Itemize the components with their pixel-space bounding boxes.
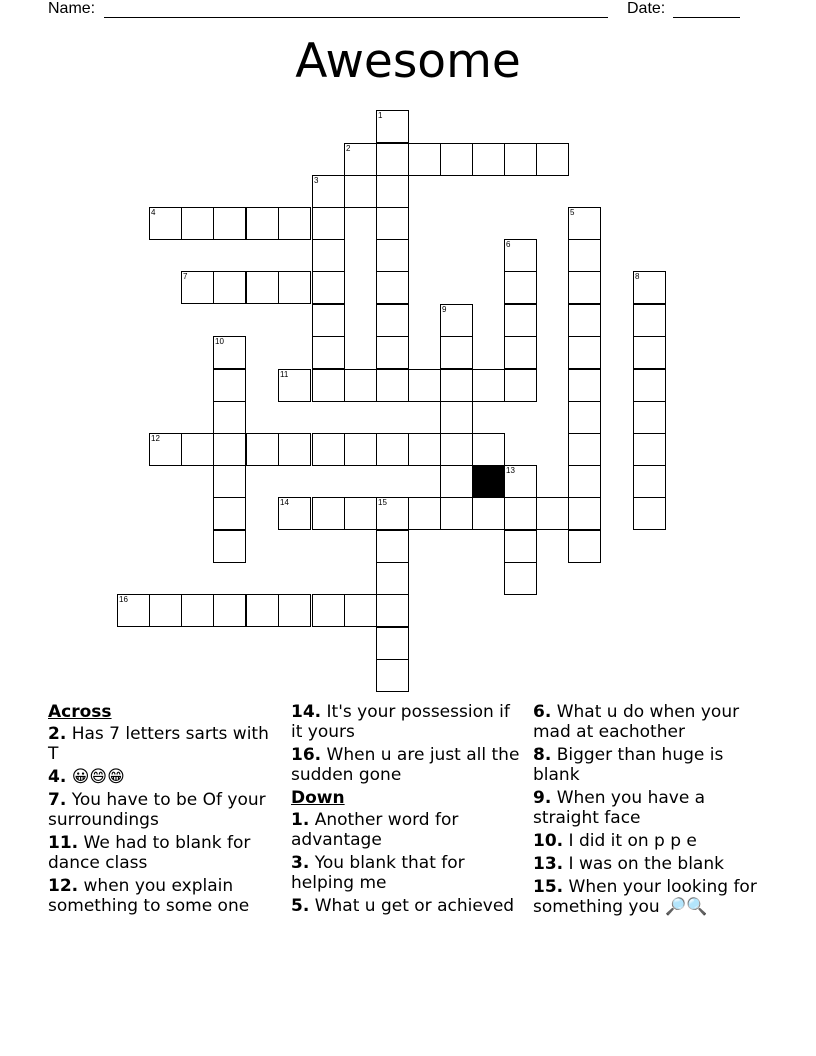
crossword-cell[interactable] [376, 562, 409, 595]
down-heading: Down [291, 788, 345, 808]
crossword-block [472, 465, 505, 498]
crossword-cell[interactable] [376, 336, 409, 369]
crossword-cell[interactable] [568, 401, 601, 434]
crossword-cell[interactable] [504, 304, 537, 337]
clues-column-3 [533, 702, 773, 920]
clue-item [48, 876, 280, 916]
cell-number: 10 [215, 337, 224, 346]
clue-text: 😀😄😁 [71, 767, 125, 787]
crossword-cell[interactable] [181, 594, 214, 627]
crossword-cell[interactable] [568, 239, 601, 272]
cell-number: 5 [570, 208, 575, 217]
crossword-cell[interactable] [376, 659, 409, 692]
crossword-cell[interactable] [246, 594, 279, 627]
crossword-cell[interactable] [312, 271, 345, 304]
crossword-cell[interactable] [633, 497, 666, 530]
crossword-cell[interactable] [440, 497, 473, 530]
clue-number: 1. [291, 810, 310, 830]
crossword-cell[interactable] [312, 239, 345, 272]
crossword-cell[interactable] [472, 143, 505, 176]
crossword-cell[interactable] [472, 369, 505, 402]
crossword-cell[interactable] [278, 271, 311, 304]
clue-text: What u do when your mad at eachother [533, 702, 740, 742]
crossword-cell[interactable] [568, 530, 601, 563]
crossword-cell[interactable] [568, 304, 601, 337]
cell-number: 3 [314, 176, 319, 185]
crossword-cell[interactable] [536, 497, 569, 530]
clue-item [533, 854, 773, 874]
crossword-cell[interactable] [376, 530, 409, 563]
crossword-cell[interactable] [213, 497, 246, 530]
clue-item [533, 788, 773, 828]
date-label: Date: [627, 0, 666, 17]
crossword-cell[interactable] [213, 594, 246, 627]
crossword-cell[interactable] [504, 271, 537, 304]
crossword-cell[interactable] [568, 271, 601, 304]
clue-number: 10. [533, 831, 564, 851]
clue-number: 15. [533, 877, 564, 897]
cell-number: 4 [151, 208, 156, 217]
crossword-cell[interactable] [246, 207, 279, 240]
cell-number: 8 [635, 272, 640, 281]
clue-text: It's your possession if it yours [291, 702, 510, 742]
cell-number: 6 [506, 240, 511, 249]
crossword-cell[interactable] [440, 401, 473, 434]
clue-text: Another word for advantage [291, 810, 459, 850]
crossword-cell[interactable] [633, 369, 666, 402]
crossword-cell[interactable] [633, 304, 666, 337]
crossword-cell[interactable] [312, 336, 345, 369]
clue-text: Bigger than huge is blank [533, 745, 724, 785]
crossword-cell[interactable] [408, 143, 441, 176]
cell-number: 15 [378, 498, 387, 507]
clue-text: when you explain something to some one [48, 876, 250, 916]
clue-number: 3. [291, 853, 310, 873]
crossword-cell[interactable] [344, 175, 377, 208]
clues-column-2 [291, 702, 523, 919]
crossword-cell[interactable] [376, 239, 409, 272]
crossword-cell[interactable] [568, 497, 601, 530]
across-heading: Across [48, 702, 112, 722]
crossword-cell[interactable] [633, 465, 666, 498]
clue-number: 4. [48, 767, 67, 787]
clue-text: I was on the blank [568, 854, 724, 874]
clue-number: 6. [533, 702, 552, 722]
clue-item [533, 831, 773, 851]
crossword-cell[interactable] [633, 433, 666, 466]
clue-number: 13. [533, 854, 564, 874]
clue-text: I did it on p p e [568, 831, 697, 851]
clue-number: 12. [48, 876, 79, 896]
crossword-cell[interactable] [408, 433, 441, 466]
cell-number: 9 [442, 305, 447, 314]
clue-number: 14. [291, 702, 322, 722]
crossword-cell[interactable] [504, 497, 537, 530]
crossword-cell[interactable] [344, 594, 377, 627]
crossword-cell[interactable] [440, 433, 473, 466]
crossword-cell[interactable] [376, 594, 409, 627]
crossword-cell[interactable] [312, 433, 345, 466]
crossword-cell[interactable] [568, 465, 601, 498]
clue-number: 8. [533, 745, 552, 765]
clues-column-1 [48, 702, 280, 919]
clue-number: 9. [533, 788, 552, 808]
crossword-cell[interactable] [440, 336, 473, 369]
clue-text: You have to be Of your surroundings [48, 790, 266, 830]
clue-item [291, 810, 523, 850]
crossword-cell[interactable] [376, 369, 409, 402]
date-field[interactable] [673, 17, 740, 18]
cell-number: 1 [378, 111, 383, 120]
crossword-cell[interactable] [408, 369, 441, 402]
crossword-cell[interactable] [344, 369, 377, 402]
crossword-cell[interactable] [568, 433, 601, 466]
clue-item [533, 745, 773, 785]
crossword-cell[interactable] [213, 401, 246, 434]
crossword-cell[interactable] [504, 143, 537, 176]
crossword-cell[interactable] [213, 207, 246, 240]
crossword-cell[interactable] [376, 271, 409, 304]
crossword-cell[interactable] [504, 562, 537, 595]
crossword-cell[interactable] [312, 304, 345, 337]
crossword-cell[interactable] [213, 530, 246, 563]
crossword-cell[interactable] [472, 497, 505, 530]
crossword-cell[interactable] [376, 175, 409, 208]
name-field[interactable] [104, 17, 608, 18]
clue-item [48, 833, 280, 873]
cell-number: 13 [506, 466, 515, 475]
crossword-cell[interactable] [312, 497, 345, 530]
name-label: Name: [48, 0, 96, 17]
clue-text: When your looking for something you 🔎🔍 [533, 877, 757, 917]
crossword-cell[interactable] [278, 207, 311, 240]
clue-text: What u get or achieved [314, 896, 515, 916]
crossword-cell[interactable] [504, 336, 537, 369]
clue-item [48, 724, 280, 764]
crossword-cell[interactable] [149, 594, 182, 627]
clue-item [291, 853, 523, 893]
crossword-cell[interactable] [213, 369, 246, 402]
crossword-cell[interactable] [344, 497, 377, 530]
crossword-cell[interactable] [312, 594, 345, 627]
crossword-cell[interactable] [440, 465, 473, 498]
crossword-cell[interactable] [536, 143, 569, 176]
cell-number: 14 [280, 498, 289, 507]
crossword-cell[interactable] [504, 369, 537, 402]
cell-number: 12 [151, 434, 160, 443]
crossword-cell[interactable] [344, 433, 377, 466]
clue-item [291, 745, 523, 785]
clue-item [48, 790, 280, 830]
crossword-cell[interactable] [633, 401, 666, 434]
crossword-cell[interactable] [278, 433, 311, 466]
clue-item [48, 767, 280, 787]
clue-text: Has 7 letters sarts with T [48, 724, 269, 764]
crossword-cell[interactable] [246, 433, 279, 466]
crossword-cell[interactable] [376, 433, 409, 466]
crossword-cell[interactable] [376, 143, 409, 176]
clue-number: 16. [291, 745, 322, 765]
crossword-cell[interactable] [472, 433, 505, 466]
crossword-cell[interactable] [633, 336, 666, 369]
clue-text: We had to blank for dance class [48, 833, 251, 873]
crossword-cell[interactable] [213, 465, 246, 498]
crossword-cell[interactable] [376, 627, 409, 660]
clue-item [291, 702, 523, 742]
clue-number: 5. [291, 896, 310, 916]
crossword-cell[interactable] [278, 594, 311, 627]
crossword-cell[interactable] [376, 304, 409, 337]
crossword-cell[interactable] [408, 497, 441, 530]
crossword-cell[interactable] [440, 143, 473, 176]
clue-number: 11. [48, 833, 79, 853]
crossword-cell[interactable] [568, 369, 601, 402]
crossword-cell[interactable] [246, 271, 279, 304]
clue-item [291, 896, 523, 916]
cell-number: 2 [346, 144, 351, 153]
clue-text: You blank that for helping me [291, 853, 465, 893]
crossword-cell[interactable] [213, 433, 246, 466]
cell-number: 7 [183, 272, 188, 281]
clue-text: When u are just all the sudden gone [291, 745, 520, 785]
puzzle-title: Awesome [295, 34, 521, 89]
crossword-cell[interactable] [213, 271, 246, 304]
crossword-cell[interactable] [181, 433, 214, 466]
crossword-cell[interactable] [312, 369, 345, 402]
clue-text: When you have a straight face [533, 788, 706, 828]
clue-number: 2. [48, 724, 67, 744]
clue-number: 7. [48, 790, 67, 810]
crossword-cell[interactable] [312, 207, 345, 240]
crossword-cell[interactable] [504, 530, 537, 563]
crossword-cell[interactable] [181, 207, 214, 240]
crossword-cell[interactable] [568, 336, 601, 369]
crossword-cell[interactable] [440, 369, 473, 402]
clue-item [533, 877, 773, 917]
cell-number: 11 [280, 370, 289, 379]
cell-number: 16 [119, 595, 128, 604]
crossword-cell[interactable] [376, 207, 409, 240]
clue-item [533, 702, 773, 742]
